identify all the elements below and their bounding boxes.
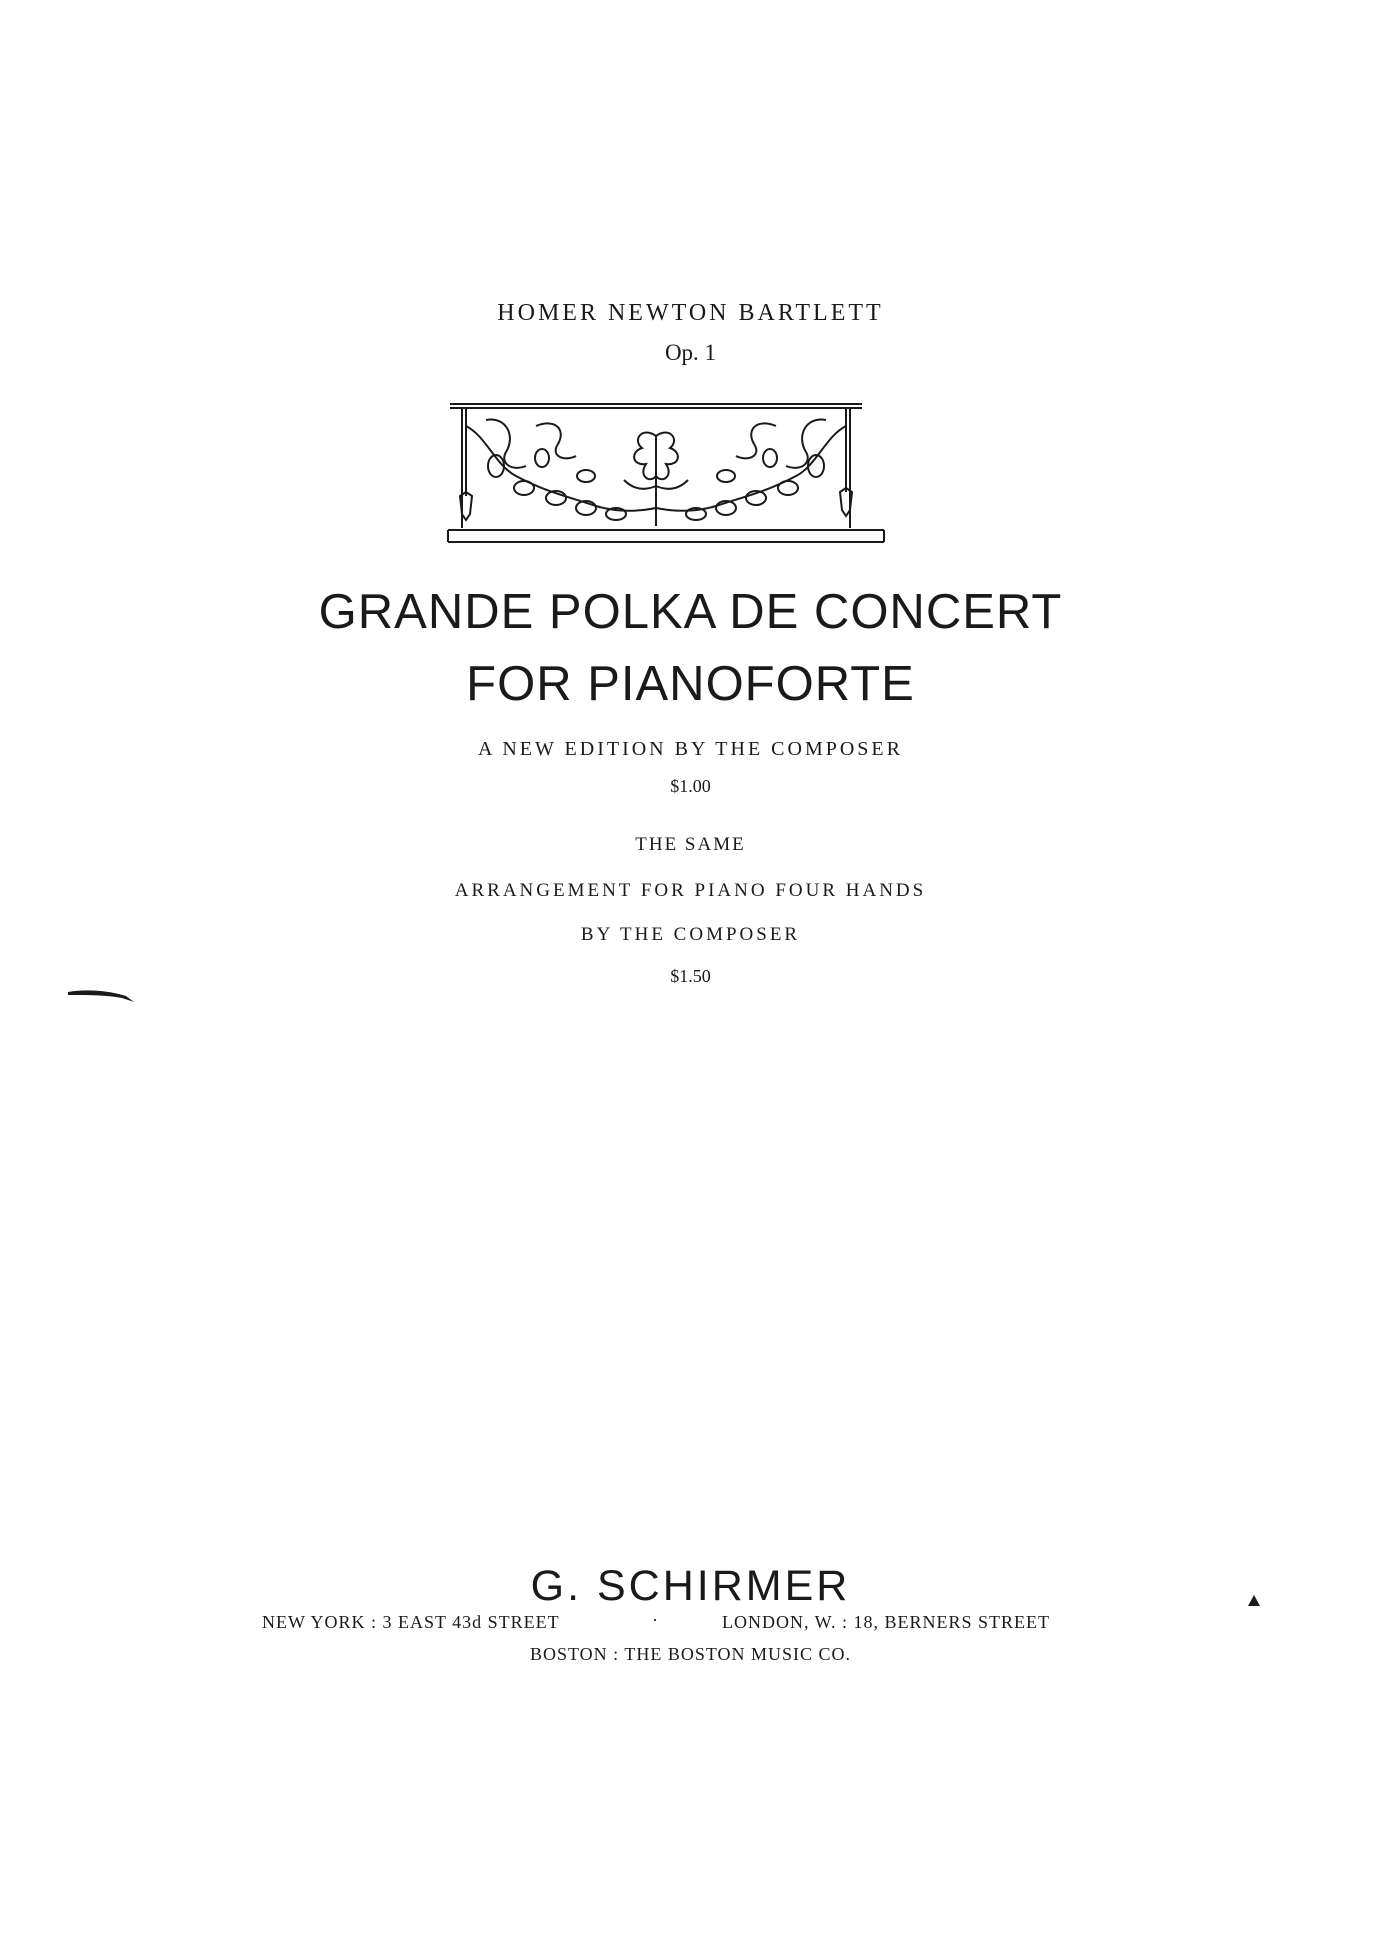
price-solo: $1.00 [670,776,711,796]
arrangement-note: ARRANGEMENT FOR PIANO FOUR HANDS [454,880,927,901]
title-line-1: GRANDE POLKA DE CONCERT [318,585,1063,639]
price-duet: $1.50 [670,966,711,986]
ink-smudge-icon [66,986,136,1006]
same-note: THE SAME [635,834,746,855]
publisher-name: G. SCHIRMER [530,1562,851,1610]
address-separator: · [652,1610,658,1630]
address-london: LONDON, W. : 18, BERNERS STREET [722,1612,1051,1632]
title-line-2: FOR PIANOFORTE [466,657,915,711]
edition-note: A NEW EDITION BY THE COMPOSER [478,738,903,760]
arranger-note: BY THE COMPOSER [580,924,801,945]
ink-spot-icon [1247,1594,1261,1608]
acorn-garland-frieze-icon [446,396,888,552]
composer-name: HOMER NEWTON BARTLETT [497,300,884,326]
address-new-york: NEW YORK : 3 EAST 43d STREET [262,1612,560,1632]
opus-number: Op. 1 [664,340,717,365]
address-boston: BOSTON : THE BOSTON MUSIC CO. [529,1644,852,1664]
